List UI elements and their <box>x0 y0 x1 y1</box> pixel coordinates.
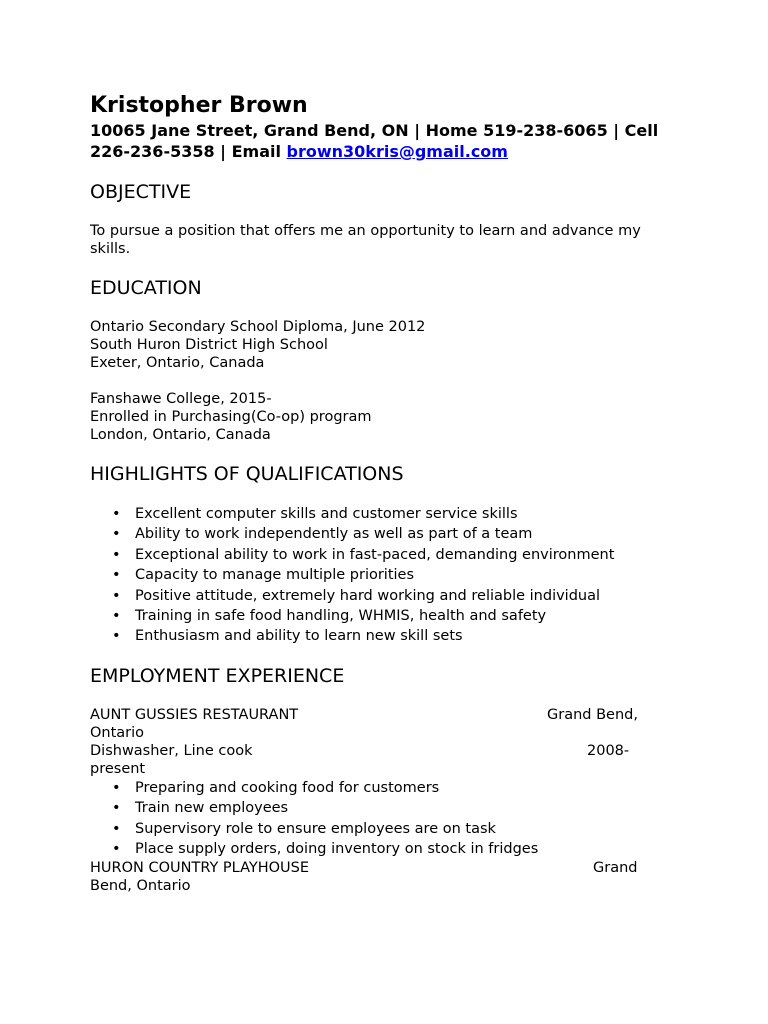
bullet-icon: • <box>112 608 121 625</box>
qualifications-heading: HIGHLIGHTS OF QUALIFICATIONS <box>90 463 404 485</box>
job2-employer: HURON COUNTRY PLAYHOUSE <box>90 860 310 876</box>
list-item: • Exceptional ability to work in fast-paced, demanding environment <box>90 545 614 565</box>
bullet-icon: • <box>112 526 121 543</box>
education-heading: EDUCATION <box>90 277 202 299</box>
bullet-icon: • <box>112 506 121 522</box>
list-item: • Excellent computer skills and customer service skills <box>90 504 614 524</box>
education-college-location: London, Ontario, Canada <box>90 427 271 443</box>
bullet-icon: • <box>112 587 121 604</box>
objective-text-line-1: To pursue a position that offers me an opportunity to learn and advance my <box>90 223 641 239</box>
job1-dates: 2008- <box>587 743 630 759</box>
list-item: • Ability to work independently as well as part of a team <box>90 524 614 544</box>
objective-text-line-2: skills. <box>90 241 131 257</box>
list-item: • Supervisory role to ensure employees are on task <box>90 819 538 839</box>
job2-location-cont: Bend, Ontario <box>90 878 191 894</box>
job1-duties-list <box>90 778 538 860</box>
bullet-icon: • <box>112 800 121 817</box>
bullet-icon: • <box>112 820 121 837</box>
job1-employer: AUNT GUSSIES RESTAURANT <box>90 707 299 723</box>
bullet-icon: • <box>112 780 121 796</box>
education-college-program: Enrolled in Purchasing(Co-op) program <box>90 409 372 425</box>
list-item: • Enthusiasm and ability to learn new skill sets <box>90 626 614 646</box>
education-diploma: Ontario Secondary School Diploma, June 2012 <box>90 319 426 335</box>
job2-location: Grand <box>593 860 638 876</box>
education-high-school-location: Exeter, Ontario, Canada <box>90 355 265 371</box>
list-item: • Training in safe food handling, WHMIS, health and safety <box>90 606 614 626</box>
contact-line-2 <box>90 141 508 162</box>
bullet-icon: • <box>112 546 121 563</box>
qualifications-list <box>90 504 614 647</box>
job1-title: Dishwasher, Line cook <box>90 743 253 759</box>
job1-location: Grand Bend, <box>547 707 638 723</box>
bullet-icon: • <box>112 628 121 645</box>
email-link[interactable]: brown30kris@gmail.com <box>286 142 508 161</box>
list-item: • Train new employees <box>90 798 538 818</box>
objective-heading: OBJECTIVE <box>90 181 192 203</box>
bullet-icon: • <box>112 841 121 858</box>
contact-line-1: 10065 Jane Street, Grand Bend, ON | Home 519-238-6065 | Cell <box>90 121 659 140</box>
list-item: • Preparing and cooking food for customers <box>90 778 538 798</box>
job1-dates-cont: present <box>90 761 146 777</box>
education-high-school: South Huron District High School <box>90 337 328 353</box>
education-college: Fanshawe College, 2015- <box>90 391 272 407</box>
list-item: • Positive attitude, extremely hard working and reliable individual <box>90 586 614 606</box>
list-item: • Capacity to manage multiple priorities <box>90 565 614 585</box>
contact-phone-cell: 226-236-5358 | Email <box>90 142 287 161</box>
bullet-icon: • <box>112 567 121 584</box>
employment-heading: EMPLOYMENT EXPERIENCE <box>90 665 345 687</box>
list-item: • Place supply orders, doing inventory on stock in fridges <box>90 839 538 859</box>
job1-location-cont: Ontario <box>90 725 145 741</box>
candidate-name: Kristopher Brown <box>90 93 308 118</box>
